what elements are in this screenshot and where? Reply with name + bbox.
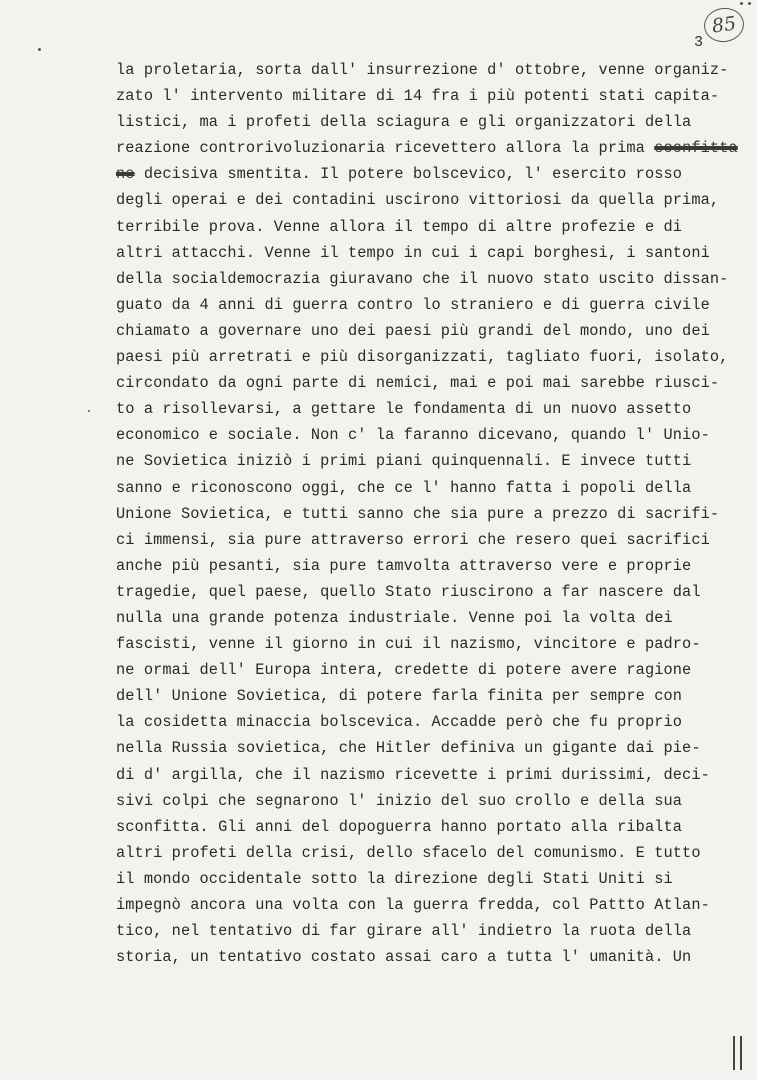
text-line: ci immensi, sia pure attraverso errori che resero quei sacrifici <box>116 530 710 549</box>
text-line: guato da 4 anni di guerra contro lo straniero e di guerra civile <box>116 295 710 314</box>
text-line: impegnò ancora una volta con la guerra fredda, col Pattto Atlan- <box>116 896 710 914</box>
text-line: sivi colpi che segnarono l' inizio del suo crollo e della sua <box>116 791 683 810</box>
text-line: chiamato a governare uno dei paesi più grandi del mondo, uno dei <box>116 321 710 340</box>
text-line: ne Sovietica iniziò i primi piani quinquennali. E invece tutti <box>116 452 692 471</box>
text-line: tico, nel tentativo di far girare all' indietro la ruota della <box>116 922 692 941</box>
text-line: paesi più arretrati e più disorganizzati, tagliato fuori, isolato, <box>116 348 729 367</box>
text-line: reazione controrivoluzionaria ricevettero allora la prima sconfitta <box>116 139 738 158</box>
text-line: ne ormai dell' Europa intera, credette di potere avere ragione <box>116 661 692 680</box>
paper-speck <box>88 410 90 412</box>
struck-word: ne <box>116 165 135 184</box>
text-line: terribile prova. Venne allora il tempo di altre profezie e di <box>116 217 683 236</box>
text-line: sconfitta. Gli anni del dopoguerra hanno portato alla ribalta <box>116 817 683 836</box>
text-line: della socialdemocrazia giuravano che il nuovo stato uscito dissan- <box>116 269 729 288</box>
margin-pen-mark <box>731 1036 745 1070</box>
text-line: to a risollevarsi, a gettare le fondamenta di un nuovo assetto <box>116 400 692 419</box>
paper-speck <box>740 2 743 5</box>
text-line: fascisti, venne il giorno in cui il nazismo, vincitore e padro- <box>116 635 701 654</box>
text-line: degli operai e dei contadini uscirono vittoriosi da quella prima, <box>116 191 720 210</box>
text-line: anche più pesanti, sia pure tamvolta attraverso vere e proprie <box>116 556 692 575</box>
text-line: altri attacchi. Venne il tempo in cui i capi borghesi, i santoni <box>116 243 710 262</box>
struck-word: sconfitta <box>654 139 738 158</box>
text-line: tragedie, quel paese, quello Stato riuscirono a far nascere dal <box>116 582 701 601</box>
text-line: la cosidetta minaccia bolscevica. Accadde però che fu proprio <box>116 713 683 732</box>
text-line: dell' Unione Sovietica, di potere farla finita per sempre con <box>116 687 683 706</box>
paper-speck <box>38 48 41 51</box>
text-line: il mondo occidentale sotto la direzione degli Stati Uniti si <box>116 869 673 888</box>
text-line: sanno e riconoscono oggi, che ce l' hanno fatta i popoli della <box>116 478 692 497</box>
text-line: listici, ma i profeti della sciagura e gli organizzatori della <box>116 113 692 132</box>
text-line: Unione Sovietica, e tutti sanno che sia pure a prezzo di sacrifi- <box>116 504 720 523</box>
paper-speck <box>748 2 751 5</box>
text-line: zato l' intervento militare di 14 fra i più potenti stati capita- <box>116 87 720 106</box>
text-line: ne decisiva smentita. Il potere bolscevico, l' esercito rosso <box>116 165 683 184</box>
text-line: altri profeti della crisi, dello sfacelo del comunismo. E tutto <box>116 843 701 862</box>
text-line: nella Russia sovietica, che Hitler definiva un gigante dai pie- <box>116 739 701 758</box>
page-number: 3 <box>694 34 704 51</box>
text-line: la proletaria, sorta dall' insurrezione d' ottobre, venne organiz- <box>116 61 729 79</box>
text-line: economico e sociale. Non c' la faranno dicevano, quando l' Unio- <box>116 426 710 445</box>
text-line: storia, un tentativo costato assai caro a tutta l' umanità. Un <box>116 948 692 967</box>
typewritten-body <box>116 57 738 970</box>
text-line: di d' argilla, che il nazismo ricevette i primi durissimi, deci- <box>116 765 710 784</box>
text-line: circondato da ogni parte di nemici, mai e poi mai sarebbe riusci- <box>116 374 720 393</box>
folio-number: 85 <box>702 5 746 44</box>
text-line: nulla una grande potenza industriale. Venne poi la volta dei <box>116 608 673 627</box>
